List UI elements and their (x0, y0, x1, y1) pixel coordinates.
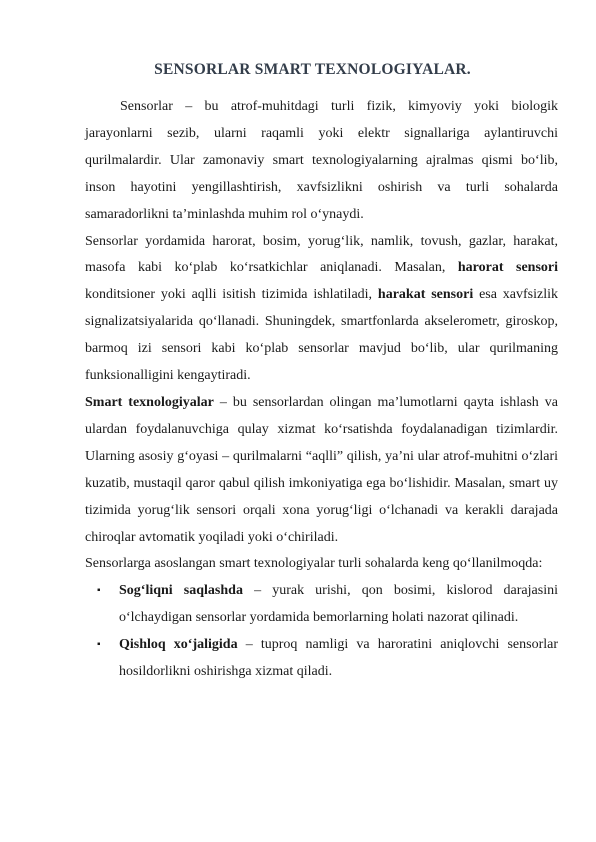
bold-term-temperature-sensor: harorat sensori (457, 260, 559, 276)
list-item-text: – tuproq namligi va haroratini aniqlovchi sensorlar hosildorlikni oshirishga xizmat qiladi. (119, 637, 559, 680)
text-run: esa xavfsizlik signalizatsiyalarida qoʻllanadi. Shuningdek, smartfonlarda akselerometr, giroskop, barmoq izi sensori kabi koʻplab sensorlar mavjud boʻlib, ular qurilmaning funksionalligini kengaytiradi. (85, 287, 558, 384)
paragraph-intro: Sensorlar – bu atrof-muhitdagi turli fizik, kimyoviy yoki biologik jarayonlarni sezib, ularni raqamli yoki elektr signallariga aylantiruvchi qurilmalardir. Ular zamonaviy smart texnologiyalarning ajralmas qismi boʻlib, inson hayotini yengillashtirish, xavfsizlikni oshirish va turli sohalarda samaradorlikni taʼminlashda muhim rol oʻynaydi. (85, 99, 558, 222)
applications-list (85, 578, 558, 686)
document-page (85, 52, 558, 686)
list-item (85, 578, 558, 632)
paragraph-applications-intro: Sensorlarga asoslangan smart texnologiyalar turli sohalarda keng qoʻllanilmoqda: (85, 556, 543, 572)
text-run: Sensorlar yordamida harorat, bosim, yorugʻlik, namlik, tovush, gazlar, harakat, masofa kabi koʻplab koʻrsatkichlar aniqlanadi. Masalan, (85, 233, 558, 276)
list-item-term: Sogʻliqni saqlashda (119, 583, 243, 599)
document-title: SENSORLAR SMART TEXNOLOGIYALAR. (154, 61, 471, 78)
bold-term-motion-sensor: harakat sensori (377, 287, 474, 303)
text-run: – bu sensorlardan olingan maʼlumotlarni qayta ishlash va ulardan foydalanuvchiga qulay xizmat koʻrsatishda foydalanadigan tizimlardir. Ularning asosiy gʻoyasi – qurilmalarni “aqlli” qilish, yaʼni ular atrof-muhitni oʻzlari kuzatib, mustaqil qaror qabul qilish imkoniyatiga ega boʻlishidir. Masalan, smart uy tizimida yorugʻlik sensori orqali xona yorugʻligi oʻlchanadi va kerakli darajada chiroqlar avtomatik yoqiladi yoki oʻchiriladi. (85, 394, 558, 545)
paragraph-sensor-examples (85, 229, 558, 390)
paragraph-smart-tech (85, 390, 558, 551)
bold-term-smart-technologies: Smart texnologiyalar (85, 394, 214, 410)
list-item-text: – yurak urishi, qon bosimi, kislorod darajasini oʻlchaydigan sensorlar yordamida bemorlarning holati nazorat qilinadi. (119, 583, 558, 626)
text-run: konditsioner yoki aqlli isitish tizimida ishlatiladi, (85, 287, 378, 303)
square-bullet-icon: ▪ (97, 585, 101, 597)
list-item-term: Qishloq xoʻjaligida (119, 637, 238, 653)
list-item (85, 632, 558, 686)
square-bullet-icon: ▪ (97, 639, 101, 651)
